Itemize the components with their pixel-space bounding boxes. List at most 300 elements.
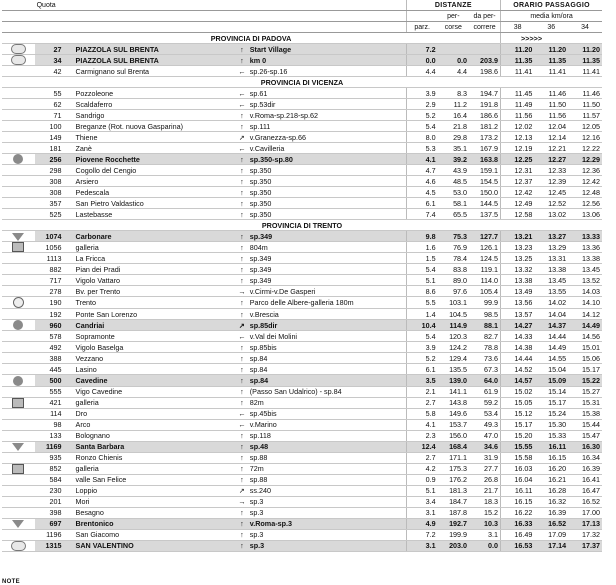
road-cell: sp.3 <box>248 529 406 540</box>
time-34-cell: 13.45 <box>568 264 602 275</box>
location-cell: Lastebasse <box>70 209 237 220</box>
direction-arrow-icon: ← <box>236 331 248 342</box>
partial-km-cell: 0.9 <box>406 474 437 485</box>
time-34-cell: 14.12 <box>568 309 602 320</box>
direction-arrow-icon: ↑ <box>236 518 248 529</box>
time-38-cell: 12.25 <box>501 154 535 165</box>
time-36-cell: 12.33 <box>534 165 568 176</box>
table-row <box>2 331 602 342</box>
done-km-cell: 39.2 <box>438 154 469 165</box>
road-cell: sp.3 <box>248 540 406 551</box>
partial-km-cell: 1.5 <box>406 253 437 264</box>
time-36-cell: 14.02 <box>534 297 568 309</box>
direction-arrow-icon: ↑ <box>236 231 248 242</box>
quota-cell: 149 <box>35 132 70 143</box>
quota-cell: 357 <box>35 198 70 209</box>
province-row-padova <box>2 33 602 44</box>
location-cell: valle San Felice <box>70 474 237 485</box>
road-cell: sp.349 <box>248 275 406 286</box>
remaining-km-cell: 124.5 <box>469 253 500 264</box>
table-row <box>2 286 602 297</box>
sprint-ring-icon <box>13 297 24 308</box>
quota-cell: 27 <box>35 44 70 55</box>
table-row <box>2 88 602 99</box>
time-38-cell: 14.33 <box>501 331 535 342</box>
road-cell: 82m <box>248 397 406 408</box>
location-cell: PIAZZOLA SUL BRENTA <box>70 55 237 66</box>
row-icon-cell <box>2 253 35 264</box>
time-36-cell: 12.39 <box>534 176 568 187</box>
partial-km-cell: 5.4 <box>406 264 437 275</box>
location-cell: PIAZZOLA SUL BRENTA <box>70 44 237 55</box>
remaining-km-cell: 127.7 <box>469 231 500 242</box>
row-icon-cell <box>2 275 35 286</box>
partial-km-cell: 1.4 <box>406 309 437 320</box>
quota-cell: 1315 <box>35 540 70 551</box>
time-34-cell: 16.52 <box>568 496 602 507</box>
table-row <box>2 430 602 441</box>
time-34-cell: 15.01 <box>568 342 602 353</box>
time-36-cell: 13.38 <box>534 264 568 275</box>
time-38-cell: 14.44 <box>501 353 535 364</box>
direction-arrow-icon: ↑ <box>236 55 248 66</box>
time-38-cell: 12.58 <box>501 209 535 220</box>
table-row <box>2 353 602 364</box>
row-icon-cell <box>2 397 35 408</box>
quota-cell: 308 <box>35 176 70 187</box>
partial-km-cell: 2.1 <box>406 386 437 397</box>
time-34-cell: 15.22 <box>568 375 602 386</box>
direction-arrow-icon: ↑ <box>236 165 248 176</box>
done-km-cell: 120.3 <box>438 331 469 342</box>
remaining-km-cell: 98.5 <box>469 309 500 320</box>
time-36-cell: 15.04 <box>534 364 568 375</box>
road-cell: sp.118 <box>248 430 406 441</box>
tunnel-photo-icon <box>12 242 24 252</box>
location-cell: Bolognano <box>70 430 237 441</box>
row-icon-cell <box>2 88 35 99</box>
direction-arrow-icon: ↑ <box>236 264 248 275</box>
location-cell: Brentonico <box>70 518 237 529</box>
table-row <box>2 441 602 452</box>
done-km-cell: 8.3 <box>438 88 469 99</box>
direction-arrow-icon: ↑ <box>236 452 248 463</box>
remaining-km-cell: 15.2 <box>469 507 500 518</box>
location-cell: Mori <box>70 496 237 507</box>
remaining-km-cell: 203.9 <box>469 55 500 66</box>
table-row <box>2 397 602 408</box>
time-38-cell: 16.53 <box>501 540 535 551</box>
time-38-cell: 14.52 <box>501 364 535 375</box>
table-row <box>2 165 602 176</box>
time-34-cell: 17.37 <box>568 540 602 551</box>
row-icon-cell <box>2 231 35 242</box>
time-36-cell: 11.41 <box>534 66 568 77</box>
time-38-cell: 15.55 <box>501 441 535 452</box>
time-34-cell: 12.29 <box>568 154 602 165</box>
location-cell: Vigolo Vattaro <box>70 275 237 286</box>
quota-cell: 555 <box>35 386 70 397</box>
table-row <box>2 242 602 253</box>
road-cell: sp.350 <box>248 187 406 198</box>
time-36-cell: 11.35 <box>534 55 568 66</box>
row-icon-cell <box>2 507 35 518</box>
done-km-cell: 114.9 <box>438 320 469 331</box>
row-icon-cell <box>2 66 35 77</box>
quota-cell: 230 <box>35 485 70 496</box>
road-cell: sp.48 <box>248 441 406 452</box>
direction-arrow-icon: ↑ <box>236 309 248 320</box>
remaining-km-cell: 31.9 <box>469 452 500 463</box>
time-36-cell: 16.52 <box>534 518 568 529</box>
done-km-cell: 184.7 <box>438 496 469 507</box>
time-34-cell: 14.56 <box>568 331 602 342</box>
direction-arrow-icon: ↑ <box>236 507 248 518</box>
table-row <box>2 474 602 485</box>
remaining-km-cell: 78.8 <box>469 342 500 353</box>
time-34-cell: 13.36 <box>568 242 602 253</box>
quota-cell: 697 <box>35 518 70 529</box>
row-icon-cell <box>2 286 35 297</box>
table-row <box>2 55 602 66</box>
location-cell: Pian dei Pradi <box>70 264 237 275</box>
table-row <box>2 463 602 474</box>
done-km-cell: 203.0 <box>438 540 469 551</box>
quota-cell: 100 <box>35 121 70 132</box>
table-row <box>2 485 602 496</box>
table-row <box>2 209 602 220</box>
time-38-cell: 11.49 <box>501 99 535 110</box>
row-icon-cell <box>2 408 35 419</box>
road-cell: v.Marino <box>248 419 406 430</box>
direction-arrow-icon: ↑ <box>236 275 248 286</box>
time-36-cell: 12.21 <box>534 143 568 154</box>
location-cell: galleria <box>70 463 237 474</box>
time-38-cell: 16.03 <box>501 463 535 474</box>
province-label: PROVINCIA DI PADOVA <box>2 33 501 44</box>
quota-cell: 398 <box>35 507 70 518</box>
direction-arrow-icon: ← <box>236 143 248 154</box>
row-icon-cell <box>2 419 35 430</box>
dapercorrere-header-top: da per- <box>469 11 500 22</box>
quota-cell: 190 <box>35 297 70 309</box>
time-34-cell: 12.48 <box>568 187 602 198</box>
done-km-cell: 97.6 <box>438 286 469 297</box>
table-row <box>2 529 602 540</box>
direction-arrow-icon: ↑ <box>236 110 248 121</box>
remaining-km-cell: 150.0 <box>469 187 500 198</box>
remaining-km-cell: 191.8 <box>469 99 500 110</box>
time-34-cell: 16.39 <box>568 463 602 474</box>
location-cell: Vezzano <box>70 353 237 364</box>
remaining-km-cell: 73.6 <box>469 353 500 364</box>
time-34-cell: 17.32 <box>568 529 602 540</box>
header-row-2 <box>2 11 602 22</box>
row-icon-cell <box>2 353 35 364</box>
row-icon-cell <box>2 540 35 551</box>
time-36-cell: 13.29 <box>534 242 568 253</box>
remaining-km-cell: 61.9 <box>469 386 500 397</box>
itinerary-table <box>2 0 602 552</box>
done-km-cell: 35.1 <box>438 143 469 154</box>
location-cell: Pedescala <box>70 187 237 198</box>
quota-cell: 192 <box>35 309 70 320</box>
time-36-cell: 14.49 <box>534 342 568 353</box>
quota-cell: 1074 <box>35 231 70 242</box>
time-38-cell: 13.49 <box>501 286 535 297</box>
time-38-cell: 13.56 <box>501 297 535 309</box>
location-cell: Scaldaferro <box>70 99 237 110</box>
row-icon-cell <box>2 198 35 209</box>
partial-km-cell: 7.4 <box>406 209 437 220</box>
quota-cell: 308 <box>35 187 70 198</box>
partial-km-cell: 0.0 <box>406 55 437 66</box>
direction-arrow-icon: ↑ <box>236 386 248 397</box>
table-row <box>2 297 602 309</box>
notes-footer: NOTE <box>2 579 20 585</box>
time-36-cell: 16.39 <box>534 507 568 518</box>
remaining-km-cell: 59.2 <box>469 397 500 408</box>
remaining-km-cell: 18.3 <box>469 496 500 507</box>
location-cell: Vigolo Baselga <box>70 342 237 353</box>
direction-arrow-icon: ↗ <box>236 485 248 496</box>
time-38-cell: 15.05 <box>501 397 535 408</box>
remaining-km-cell: 114.0 <box>469 275 500 286</box>
partial-km-cell: 4.7 <box>406 165 437 176</box>
time-34-cell: 17.00 <box>568 507 602 518</box>
done-km-cell: 153.7 <box>438 419 469 430</box>
quota-cell: 1169 <box>35 441 70 452</box>
direction-arrow-icon: ↑ <box>236 540 248 551</box>
road-cell: sp.350 <box>248 209 406 220</box>
time-34-cell: 13.33 <box>568 231 602 242</box>
partial-km-cell: 5.1 <box>406 485 437 496</box>
time-38-cell: 12.37 <box>501 176 535 187</box>
remaining-km-cell: 181.2 <box>469 121 500 132</box>
time-38-cell: 13.32 <box>501 264 535 275</box>
road-cell: sp.84 <box>248 364 406 375</box>
remaining-km-cell: 173.2 <box>469 132 500 143</box>
mountain-triangle-icon <box>12 520 24 528</box>
time-38-cell: 11.45 <box>501 88 535 99</box>
remaining-km-cell: 64.0 <box>469 375 500 386</box>
location-cell: Cogollo del Cengio <box>70 165 237 176</box>
time-36-cell: 14.37 <box>534 320 568 331</box>
partial-km-cell: 2.7 <box>406 397 437 408</box>
time-34-cell: 16.30 <box>568 441 602 452</box>
road-cell: sp.3 <box>248 496 406 507</box>
quota-cell: 1196 <box>35 529 70 540</box>
quota-cell: 578 <box>35 331 70 342</box>
partial-km-cell: 4.2 <box>406 463 437 474</box>
remaining-km-cell: 82.7 <box>469 331 500 342</box>
table-row <box>2 198 602 209</box>
table-row <box>2 44 602 55</box>
remaining-km-cell: 99.9 <box>469 297 500 309</box>
row-icon-cell <box>2 441 35 452</box>
time-38-cell: 11.35 <box>501 55 535 66</box>
table-row <box>2 408 602 419</box>
table-row <box>2 264 602 275</box>
partial-km-cell: 5.3 <box>406 143 437 154</box>
quota-cell: 278 <box>35 286 70 297</box>
time-38-cell: 13.57 <box>501 309 535 320</box>
time-36-cell: 14.55 <box>534 353 568 364</box>
road-cell: sp.61 <box>248 88 406 99</box>
partial-km-cell: 5.2 <box>406 110 437 121</box>
time-38-cell: 11.20 <box>501 44 535 55</box>
partial-km-cell: 3.4 <box>406 496 437 507</box>
done-km-cell: 139.0 <box>438 375 469 386</box>
quota-cell: 98 <box>35 419 70 430</box>
direction-arrow-icon: ↑ <box>236 253 248 264</box>
mountain-triangle-icon <box>12 233 24 241</box>
partial-km-cell: 3.9 <box>406 342 437 353</box>
quota-cell: 71 <box>35 110 70 121</box>
remaining-km-cell: 126.1 <box>469 242 500 253</box>
quota-header: Quota <box>35 0 70 11</box>
finish-badge-icon <box>11 44 26 54</box>
time-34-cell: 16.41 <box>568 474 602 485</box>
remaining-km-cell: 167.9 <box>469 143 500 154</box>
remaining-km-cell: 105.4 <box>469 286 500 297</box>
time-38-cell: 15.12 <box>501 408 535 419</box>
table-row <box>2 275 602 286</box>
remaining-km-cell: 88.1 <box>469 320 500 331</box>
time-34-cell: 12.56 <box>568 198 602 209</box>
time-38-cell: 16.49 <box>501 529 535 540</box>
row-icon-cell <box>2 474 35 485</box>
road-cell: sp.85bis <box>248 342 406 353</box>
table-row <box>2 496 602 507</box>
remaining-km-cell <box>469 44 500 55</box>
table-row <box>2 364 602 375</box>
done-km-cell: 11.2 <box>438 99 469 110</box>
media-header: media km/ora <box>501 11 602 22</box>
row-icon-cell <box>2 165 35 176</box>
location-cell: Ponte San Lorenzo <box>70 309 237 320</box>
remaining-km-cell: 137.5 <box>469 209 500 220</box>
row-icon-cell <box>2 320 35 331</box>
done-km-cell: 58.1 <box>438 198 469 209</box>
location-cell: Zanè <box>70 143 237 154</box>
partial-km-cell: 12.4 <box>406 441 437 452</box>
location-cell: Santa Barbara <box>70 441 237 452</box>
climb-circle-icon <box>13 154 23 164</box>
partial-km-cell: 6.1 <box>406 364 437 375</box>
remaining-km-cell: 53.4 <box>469 408 500 419</box>
location-cell: Arsiero <box>70 176 237 187</box>
table-row <box>2 66 602 77</box>
quota-cell: 500 <box>35 375 70 386</box>
row-icon-cell <box>2 55 35 66</box>
climb-circle-icon <box>13 376 23 386</box>
time-36-cell: 17.09 <box>534 529 568 540</box>
time-38-cell: 15.02 <box>501 386 535 397</box>
quota-cell: 492 <box>35 342 70 353</box>
done-km-cell: 104.5 <box>438 309 469 320</box>
row-icon-cell <box>2 143 35 154</box>
row-icon-cell <box>2 187 35 198</box>
time-38-cell: 14.38 <box>501 342 535 353</box>
time-34-cell: 14.10 <box>568 297 602 309</box>
time-36-cell: 11.20 <box>534 44 568 55</box>
time-36-cell: 15.33 <box>534 430 568 441</box>
table-row <box>2 518 602 529</box>
partial-km-cell: 7.2 <box>406 44 437 55</box>
direction-arrow-icon: ↑ <box>236 198 248 209</box>
direction-arrow-icon: ↑ <box>236 529 248 540</box>
time-36-cell: 11.46 <box>534 88 568 99</box>
row-icon-cell <box>2 463 35 474</box>
direction-arrow-icon: ↑ <box>236 397 248 408</box>
time-34-cell: 12.42 <box>568 176 602 187</box>
time-34-cell: 11.46 <box>568 88 602 99</box>
time-34-cell: 15.44 <box>568 419 602 430</box>
direction-arrow-icon: ↑ <box>236 353 248 364</box>
direction-arrow-icon: ↑ <box>236 342 248 353</box>
remaining-km-cell: 67.3 <box>469 364 500 375</box>
done-km-cell: 21.8 <box>438 121 469 132</box>
road-cell: sp.349 <box>248 231 406 242</box>
location-cell: Vigo Cavedine <box>70 386 237 397</box>
time-36-cell: 15.17 <box>534 397 568 408</box>
location-cell: Trento <box>70 297 237 309</box>
row-icon-cell <box>2 209 35 220</box>
time-36-cell: 12.45 <box>534 187 568 198</box>
table-row <box>2 154 602 165</box>
done-km-cell: 141.1 <box>438 386 469 397</box>
road-cell: sp.45bis <box>248 408 406 419</box>
table-row <box>2 143 602 154</box>
partial-km-cell: 4.4 <box>406 66 437 77</box>
quota-cell: 201 <box>35 496 70 507</box>
done-km-cell: 156.0 <box>438 430 469 441</box>
done-km-cell: 135.5 <box>438 364 469 375</box>
time-36-cell: 13.27 <box>534 231 568 242</box>
time-34-cell: 11.50 <box>568 99 602 110</box>
row-icon-cell <box>2 176 35 187</box>
road-cell: v.Val dei Molini <box>248 331 406 342</box>
remaining-km-cell: 27.7 <box>469 463 500 474</box>
quota-cell: 445 <box>35 364 70 375</box>
time-34-cell: 13.52 <box>568 275 602 286</box>
done-km-cell: 176.2 <box>438 474 469 485</box>
remaining-km-cell: 163.8 <box>469 154 500 165</box>
time-34-cell: 15.31 <box>568 397 602 408</box>
tunnel-photo-icon <box>12 398 24 408</box>
done-km-cell: 187.8 <box>438 507 469 518</box>
direction-arrow-icon: ↑ <box>236 187 248 198</box>
direction-arrow-icon: ↗ <box>236 320 248 331</box>
remaining-km-cell: 21.7 <box>469 485 500 496</box>
quota-cell: 114 <box>35 408 70 419</box>
remaining-km-cell: 198.6 <box>469 66 500 77</box>
road-cell: v.Granezza-sp.66 <box>248 132 406 143</box>
partial-km-cell: 5.2 <box>406 353 437 364</box>
table-row <box>2 110 602 121</box>
remaining-km-cell: 26.8 <box>469 474 500 485</box>
province-label: PROVINCIA DI VICENZA <box>2 77 602 88</box>
quota-cell: 42 <box>35 66 70 77</box>
time-36-cell: 16.21 <box>534 474 568 485</box>
done-km-cell: 181.3 <box>438 485 469 496</box>
time-38-cell: 12.31 <box>501 165 535 176</box>
row-icon-cell <box>2 529 35 540</box>
location-cell: Arco <box>70 419 237 430</box>
time-38-cell: 16.22 <box>501 507 535 518</box>
partial-km-cell: 6.1 <box>406 198 437 209</box>
